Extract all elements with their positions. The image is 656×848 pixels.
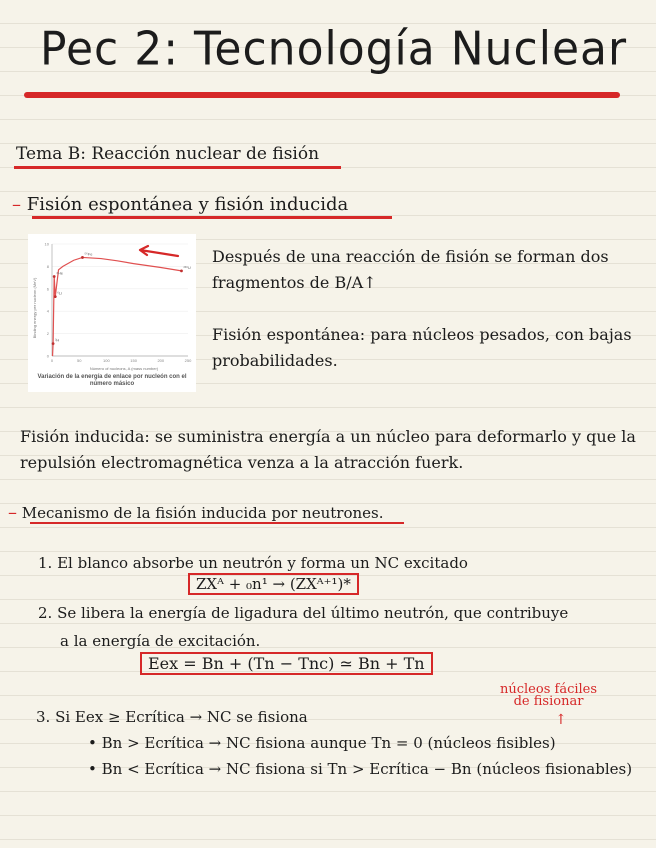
side-note (500, 684, 597, 709)
chart-ticks (45, 242, 193, 364)
title-underline (24, 92, 620, 98)
data-point-label: ⁶Li (57, 290, 63, 296)
section1-heading-text: Fisión espontánea y fisión inducida (26, 194, 349, 215)
figure-caption: Variación de la energía de enlace por nucleón con el número másico (37, 374, 187, 387)
data-point (52, 342, 55, 345)
step-2-equation: Eex = Bn + (Tn − Tnc) ≃ Bn + Tn (140, 652, 433, 675)
binding-energy-figure (28, 234, 196, 392)
data-point (180, 269, 183, 272)
chart-x-axis-label: Número of nucleons, A (mass number) (89, 366, 159, 371)
section2-heading-text: Mecanismo de la fisión inducida por neutrones. (21, 504, 384, 522)
chart-y-axis-label: Binding energy per nucleon (MeV) (32, 277, 37, 339)
x-tick-label: 50 (76, 358, 82, 363)
x-tick-label: 250 (184, 358, 192, 363)
paragraph-fragments: Después de una reacción de fisión se forman dos fragmentos de B/A↑ (212, 247, 609, 292)
chart-points (52, 251, 191, 345)
step-1-equation: ZXᴬ + ₀n¹ → (ZXᴬ⁺¹)* (188, 573, 359, 595)
step-3-bullet-fissionable: • Bn < Ecrítica → NC fisiona si Tn > Ecrítica − Bn (núcleos fisionables) (88, 760, 633, 778)
page-title: Pec 2: Tecnología Nuclear (40, 22, 628, 77)
data-point-label: ⁵⁶Fe (84, 251, 93, 257)
y-tick-label: 2 (46, 331, 49, 337)
side-note-arrow-icon: ↑ (555, 712, 567, 728)
data-point (54, 295, 57, 298)
data-point-label: ²³⁸U (183, 264, 191, 270)
binding-energy-chart (28, 234, 196, 374)
section1-heading (12, 194, 348, 215)
paragraph-induced: Fisión inducida: se suministra energía a un núcleo para deformarlo y que la repulsión electromagnética venza a la atracción fuerk. (20, 427, 636, 472)
y-tick-label: 4 (46, 308, 49, 314)
y-tick-label: 0 (46, 353, 49, 359)
section1-underline (32, 216, 392, 219)
step-3: 3. Si Eex ≥ Ecrítica → NC se fisiona (36, 708, 308, 726)
topic-heading: Tema B: Reacción nuclear de fisión (16, 144, 320, 164)
data-point-label: ⁴He (56, 270, 64, 276)
y-tick-label: 8 (46, 263, 49, 269)
x-tick-label: 150 (130, 358, 137, 363)
binding-energy-curve (53, 257, 182, 356)
data-point (81, 256, 84, 259)
y-tick-label: 10 (44, 241, 49, 247)
side-note-line-2: de fisionar (513, 694, 584, 710)
step-2-line-1: 2. Se libera la energía de ligadura del último neutrón, que contribuye (38, 604, 569, 622)
section2-underline (30, 522, 404, 524)
data-point-label: ²H (55, 337, 60, 343)
section2-heading (8, 502, 384, 523)
arrow-annotation-icon (140, 246, 178, 256)
x-tick-label: 100 (103, 358, 110, 363)
topic-underline (14, 166, 341, 169)
section1-bullet: – (12, 194, 21, 215)
chart-series (53, 257, 182, 356)
x-tick-label: 0 (50, 358, 54, 363)
x-tick-label: 200 (157, 358, 165, 363)
section2-bullet: – (8, 502, 17, 523)
paragraph-spontaneous: Fisión espontánea: para núcleos pesados, con bajas probabilidades. (212, 325, 632, 370)
step-1: 1. El blanco absorbe un neutrón y forma un NC excitado (38, 554, 468, 572)
y-tick-label: 6 (46, 286, 49, 292)
data-point (53, 275, 56, 278)
step-3-bullet-fissile: • Bn > Ecrítica → NC fisiona aunque Tn = 0 (núcleos fisibles) (88, 734, 556, 752)
side-note-line-1: núcleos fáciles (500, 682, 598, 697)
step-2-line-2: a la energía de excitación. (60, 632, 261, 650)
